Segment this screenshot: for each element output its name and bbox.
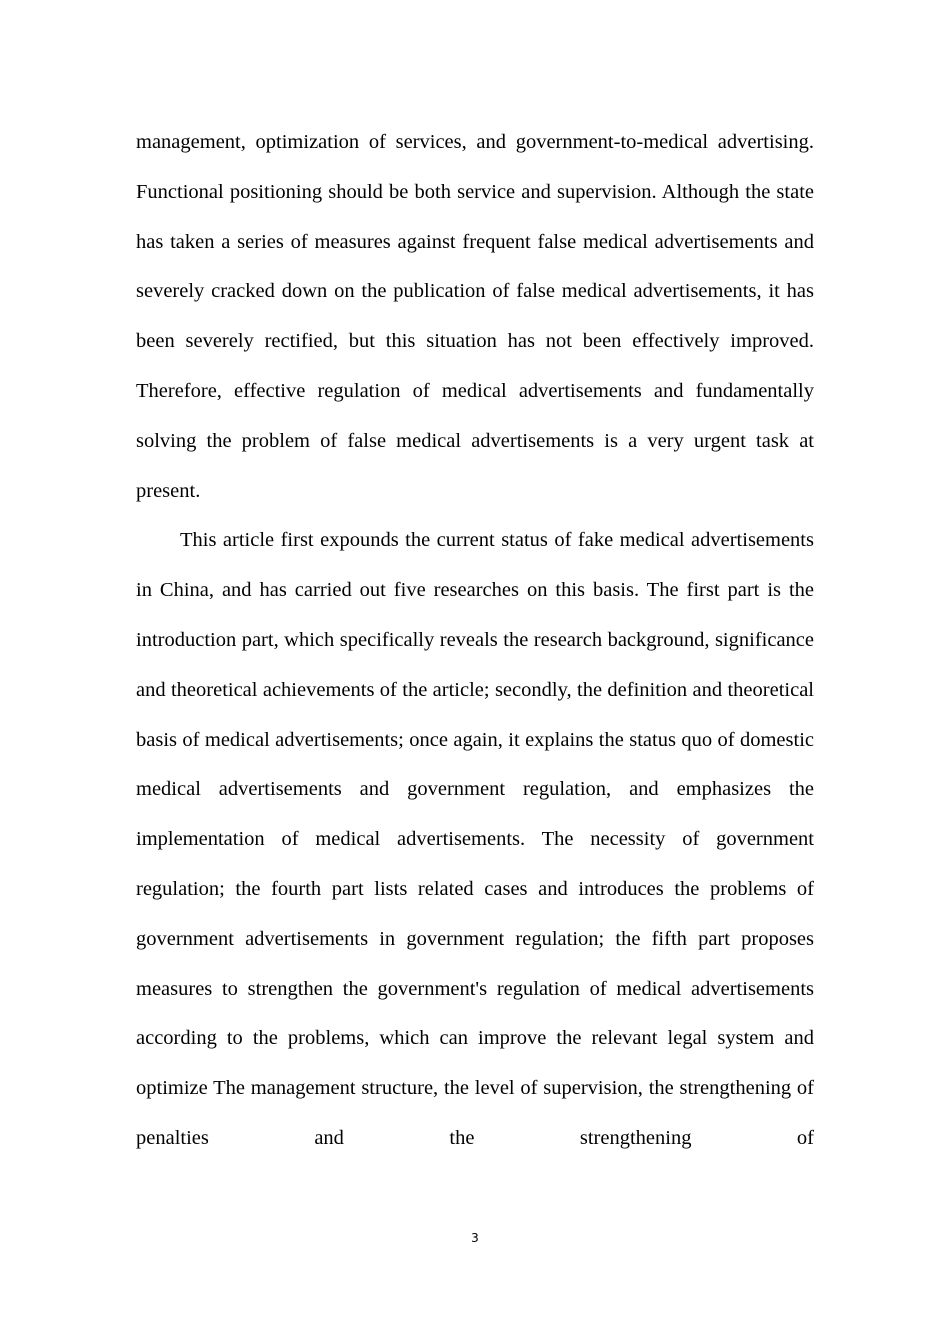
body-text xyxy=(136,118,814,1164)
page-number: 3 xyxy=(471,1231,479,1245)
paragraph-article-overview: This article first expounds the current status of fake medical advertisements in China, and has carried out five researches on this basis. The first part is the introduction part, which specifically reveals the research background, significance and theoretical achievements of the article; secondly, the definition and theoretical basis of medical advertisements; once again, it explains the status quo of domestic medical advertisements and government regulation, and emphasizes the implementation of medical advertisements. The necessity of government regulation; the fourth part lists related cases and introduces the problems of government advertisements in government regulation; the fifth part proposes measures to strengthen the government's regulation of medical advertisements according to the problems, which can improve the relevant legal system and optimize The management structure, the level of supervision, the strengthening of penalties and the strengthening of xyxy=(136,529,814,1149)
paragraph-continuation: management, optimization of services, and government-to-medical advertising. Functional positioning should be both service and supervision. Although the state has taken a series of measures against frequent false medical advertisements and severely cracked down on the publication of false medical advertisements, it has been severely rectified, but this situation has not been effectively improved. Therefore, effective regulation of medical advertisements and fundamentally solving the problem of false medical advertisements is a very urgent task at present. xyxy=(136,131,814,502)
